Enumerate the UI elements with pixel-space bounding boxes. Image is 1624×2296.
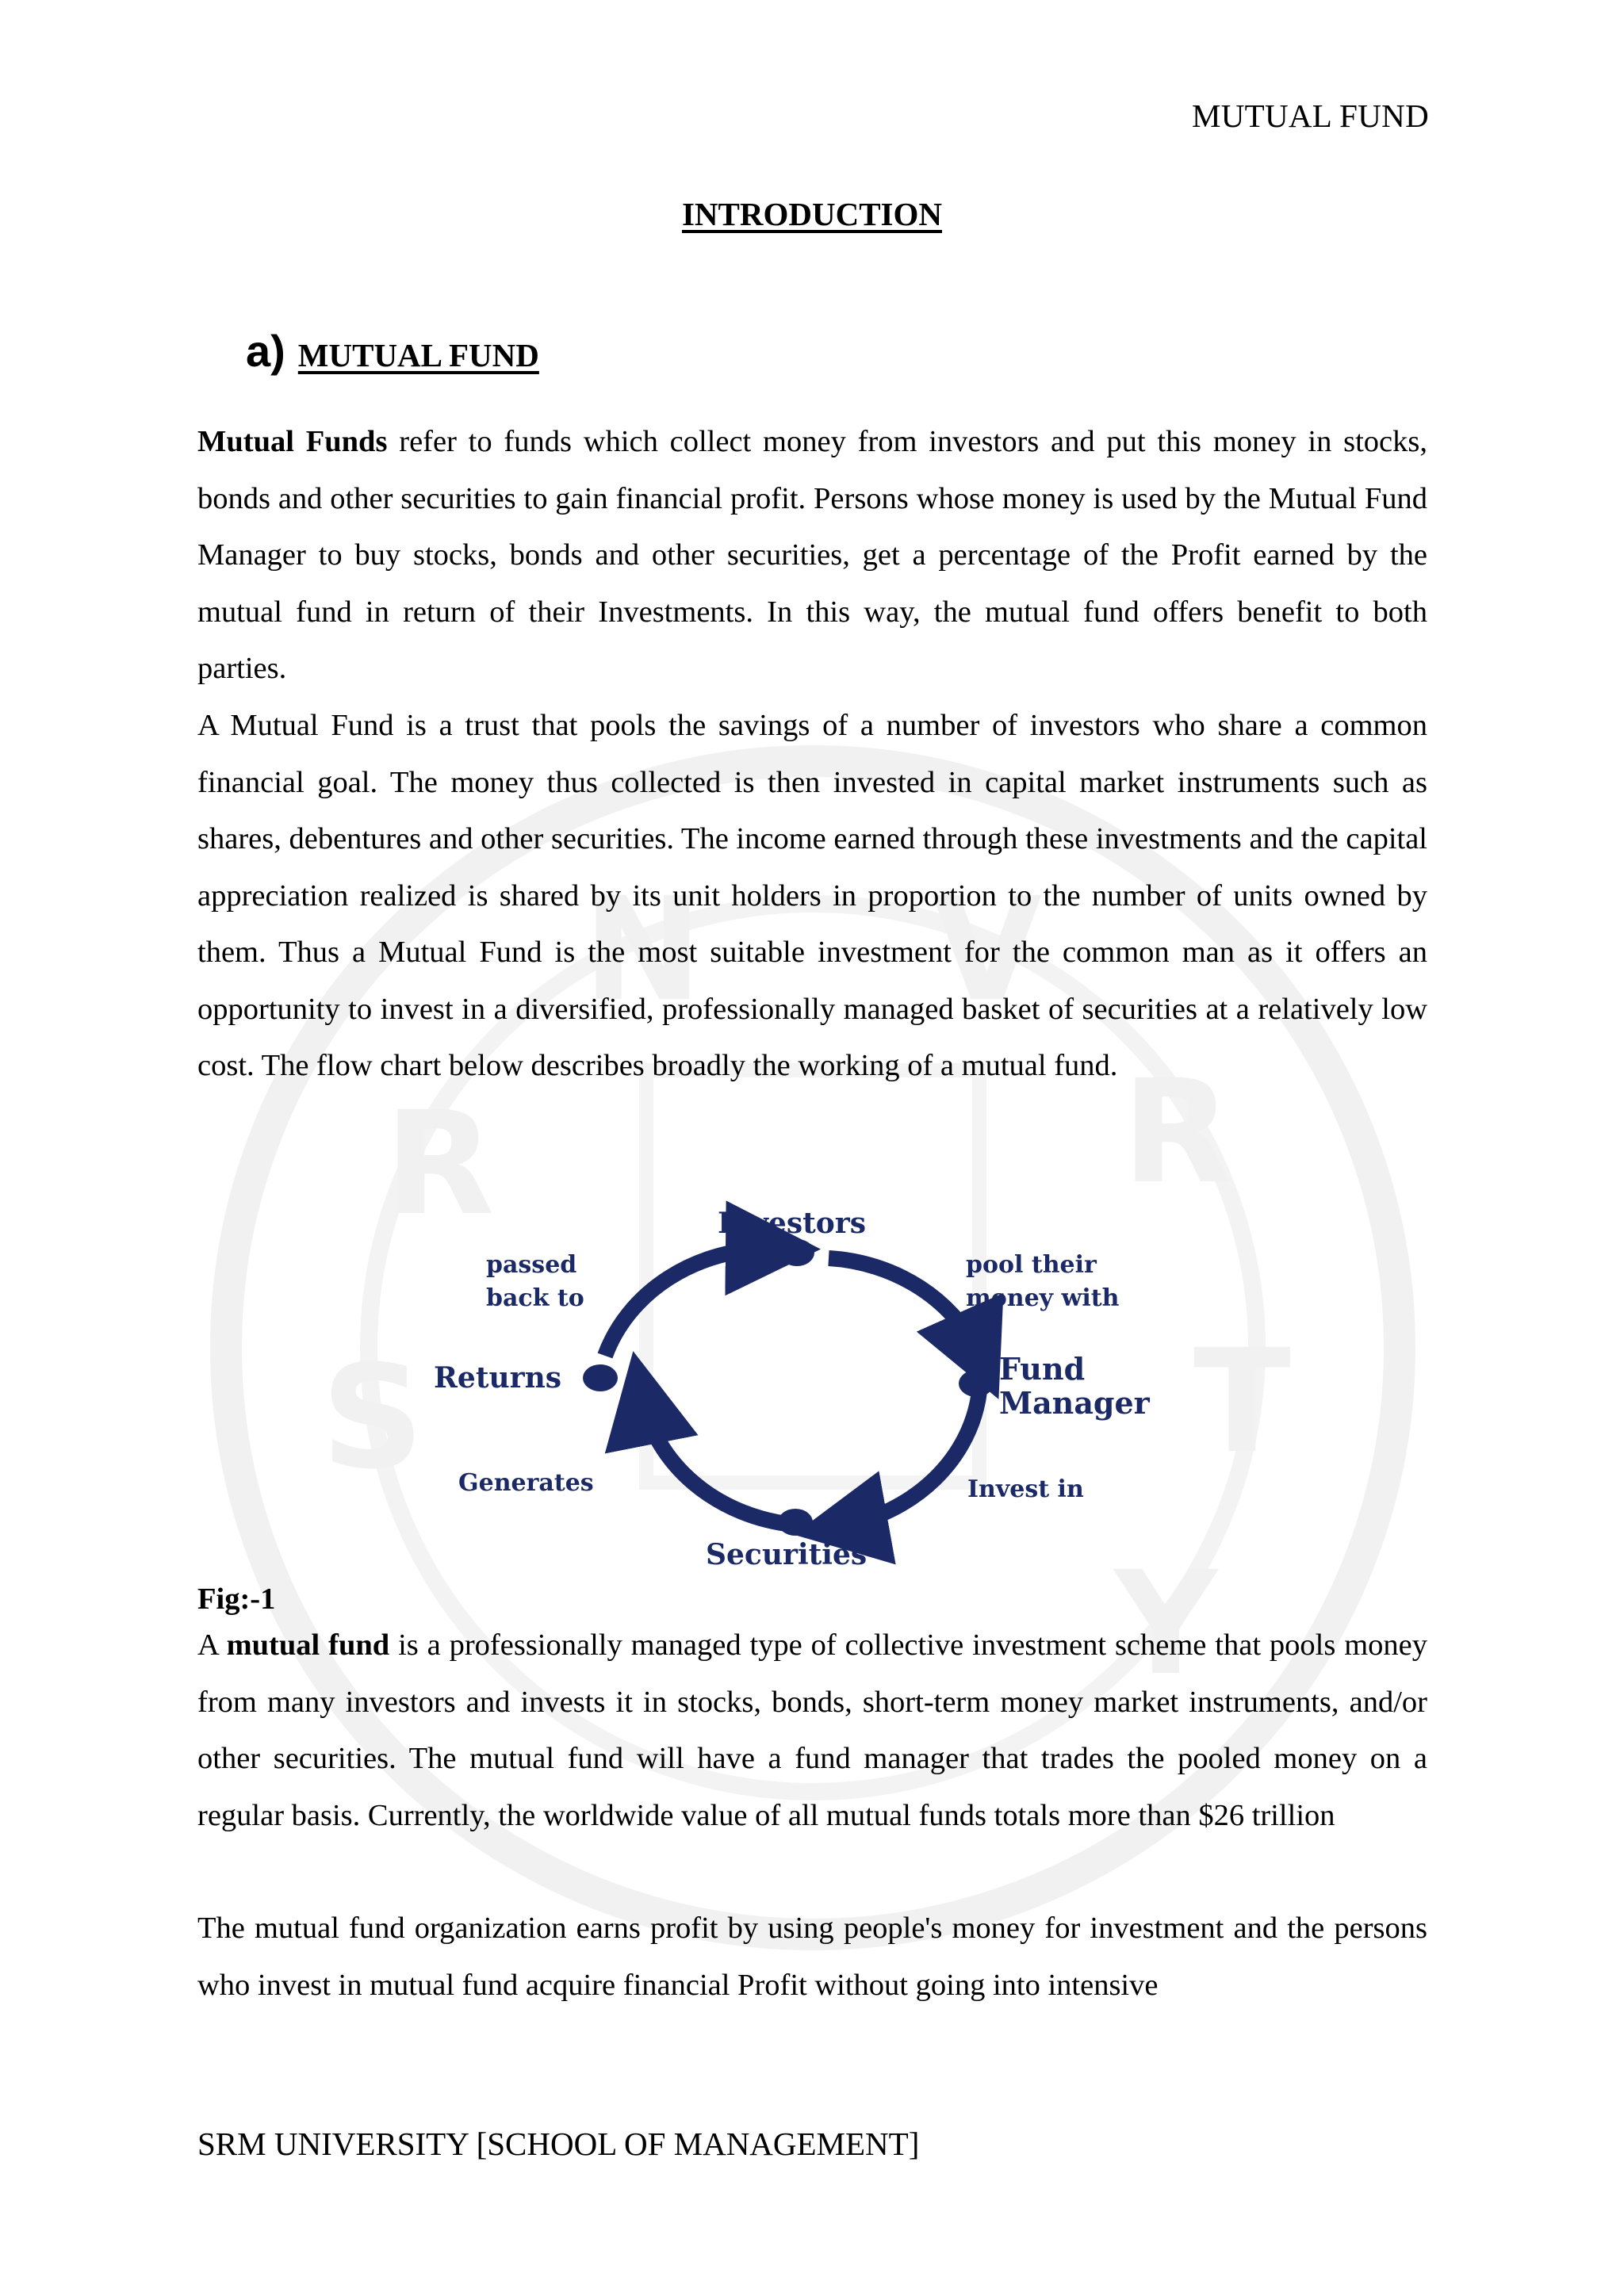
arrow-securities-to-returns (642, 1398, 793, 1525)
node-fund-manager-dot (959, 1370, 994, 1397)
node-investors-label: Investors (718, 1207, 866, 1240)
svg-text:R: R (1122, 1050, 1232, 1215)
arrow-manager-to-securities (841, 1391, 979, 1526)
edge-label-generates: Generates (458, 1469, 594, 1497)
paragraph-1: Mutual Funds refer to funds which collect money from investors and put this money in stocks, bonds and other securities to gain financial profit. Persons whose money is used by the Mutual Fund Manager to buy stocks, bonds and other securities, get a percentage of the Profit earned by the mutual fund in return of their Investments. In this way, the mutual fund offers benefit to both parties. (197, 425, 1427, 685)
figure-caption: Fig:-1 (197, 1582, 276, 1616)
svg-text:N: N (583, 867, 703, 1033)
edge-label-pool-2: money with (966, 1284, 1120, 1312)
node-fund-manager-label-1: Fund (999, 1351, 1086, 1387)
paragraph-2: A Mutual Fund is a trust that pools the savings of a number of investors who share a common financial goal. The money thus collected is then invested in capital market instruments such as shares, debentures and other securities. The income earned through these investments and the capital appreciation realized is shared by its unit holders in proportion to the number of units owned by them. Thus a Mutual Fund is the most suitable investment for the common man as it offers an opportunity to invest in a diversified, professionally managed basket of securities at a relatively low cost. The flow chart below describes broadly the working of a mutual fund. (197, 709, 1427, 1082)
paragraph-3: A mutual fund is a professionally managed type of collective investment scheme that pools money from many investors and invests it in stocks, bonds, short-term money market instruments, and/or other securities. The mutual fund will have a fund manager that trades the pooled money on a regular basis. Currently, the worldwide value of all mutual funds totals more than $26 trillion (197, 1628, 1428, 1832)
edge-label-pool-1: pool their (966, 1251, 1097, 1279)
page-footer: SRM UNIVERSITY [SCHOOL OF MANAGEMENT] (197, 2126, 920, 2162)
mutual-fund-flow-chart (424, 1193, 1209, 1590)
arrow-returns-to-investors (605, 1249, 773, 1356)
node-returns-label: Returns (434, 1361, 562, 1395)
svg-text:T: T (1193, 1319, 1291, 1485)
node-securities-dot (778, 1509, 813, 1536)
node-securities-label: Securities (706, 1538, 868, 1571)
node-fund-manager-label-2: Manager (999, 1385, 1150, 1421)
paragraph-4: The mutual fund organization earns profit by using people's money for investment and the persons who invest in mutual fund acquire financial Profit without going into intensive (197, 1911, 1427, 2002)
section-heading (246, 325, 539, 377)
svg-text:Y: Y (1114, 1541, 1218, 1707)
section-number: a) (246, 326, 285, 376)
page-title: INTRODUCTION (681, 196, 943, 232)
edge-label-invest: Invest in (967, 1475, 1084, 1503)
arrow-investors-to-manager (829, 1258, 979, 1356)
running-header: MUTUAL FUND (1191, 98, 1429, 134)
edge-label-passed-1: passed (486, 1251, 577, 1279)
bold-term: Mutual Funds (197, 425, 388, 458)
node-investors-dot (779, 1239, 814, 1266)
node-returns-dot (583, 1364, 618, 1391)
bold-term: mutual fund (226, 1628, 390, 1662)
svg-text:R: R (385, 1081, 495, 1247)
section-title: MUTUAL FUND (297, 337, 539, 373)
svg-text:S: S (321, 1335, 424, 1501)
edge-label-passed-2: back to (486, 1284, 584, 1312)
svg-text:V: V (932, 867, 1043, 1033)
